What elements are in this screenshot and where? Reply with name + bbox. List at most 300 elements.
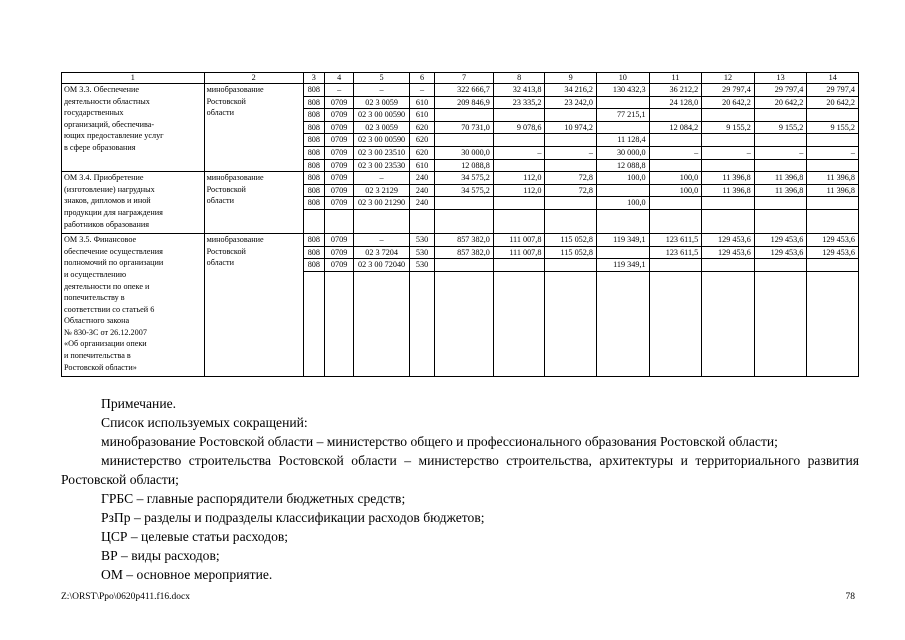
table-cell: 119 349,1: [597, 259, 650, 272]
table-cell-empty: [324, 353, 353, 365]
table-cell: 610: [409, 159, 434, 172]
table-cell-empty: [597, 365, 650, 377]
table-cell-empty: [702, 295, 755, 307]
table-cell-empty: [324, 271, 353, 283]
table-cell: [545, 259, 597, 272]
table-cell-empty: [649, 365, 702, 377]
table-cell: 808: [303, 84, 324, 97]
table-cell: 0709: [324, 96, 353, 109]
table-cell: 72,8: [545, 184, 597, 197]
table-cell: [435, 109, 494, 122]
table-cell: [754, 159, 807, 172]
table-cell-empty: [493, 209, 545, 221]
table-cell: 02 3 2129: [354, 184, 410, 197]
table-cell-empty: [324, 365, 353, 377]
table-cell: 29 797,4: [702, 84, 755, 97]
table-cell-empty: [597, 209, 650, 221]
table-cell: 12 088,8: [435, 159, 494, 172]
table-cell: 111 007,8: [493, 246, 545, 259]
table-cell-empty: [493, 222, 545, 234]
table-cell-empty: [354, 341, 410, 353]
measure-name-line: и попечительства в: [64, 351, 131, 361]
table-cell: [545, 134, 597, 147]
table-cell: 111 007,8: [493, 234, 545, 247]
table-cell: 0709: [324, 146, 353, 159]
table-cell-empty: [303, 341, 324, 353]
table-cell: [597, 96, 650, 109]
table-cell: 02 3 7204: [354, 246, 410, 259]
responsible-org-line: области: [206, 108, 234, 118]
table-cell: [702, 197, 755, 210]
table-cell-empty: [545, 353, 597, 365]
measure-name: [62, 234, 205, 377]
table-cell: 29 797,4: [807, 84, 859, 97]
table-cell: 123 611,5: [649, 246, 702, 259]
table-cell-empty: [324, 330, 353, 342]
table-cell-empty: [324, 295, 353, 307]
table-cell-empty: [435, 330, 494, 342]
table-cell-empty: [303, 222, 324, 234]
table-cell-empty: [493, 365, 545, 377]
table-cell-empty: [702, 330, 755, 342]
table-cell: 34 216,2: [545, 84, 597, 97]
table-cell-empty: [493, 271, 545, 283]
measure-name-line: деятельности областных: [64, 96, 150, 106]
column-header: 9: [545, 73, 597, 84]
table-cell: 808: [303, 234, 324, 247]
table-cell: [649, 259, 702, 272]
table-cell: 10 974,2: [545, 121, 597, 134]
table-cell-empty: [435, 341, 494, 353]
table-cell-empty: [702, 353, 755, 365]
measure-name-line: в сфере образования: [64, 142, 136, 152]
table-cell: 32 413,8: [493, 84, 545, 97]
measure-name-line: ОМ 3.4. Приобретение: [64, 173, 144, 183]
table-cell-empty: [649, 341, 702, 353]
table-cell-empty: [493, 341, 545, 353]
table-cell-empty: [493, 295, 545, 307]
table-cell: 100,0: [597, 172, 650, 185]
table-cell-empty: [435, 365, 494, 377]
table-cell: [649, 197, 702, 210]
table-cell-empty: [435, 271, 494, 283]
table-cell-empty: [754, 318, 807, 330]
table-cell: 129 453,6: [754, 246, 807, 259]
measure-name-line: ОМ 3.5. Финансовое: [64, 235, 137, 245]
table-cell: 808: [303, 159, 324, 172]
table-cell-empty: [493, 330, 545, 342]
table-cell: 0709: [324, 121, 353, 134]
table-cell: [702, 134, 755, 147]
table-cell: –: [409, 84, 434, 97]
table-cell: 808: [303, 109, 324, 122]
table-cell: [754, 197, 807, 210]
table-cell-empty: [493, 284, 545, 296]
table-cell: 02 3 00 72040: [354, 259, 410, 272]
table-cell: 11 396,8: [702, 172, 755, 185]
table-cell-empty: [545, 307, 597, 319]
table-cell-empty: [754, 341, 807, 353]
measure-name-line: продукции для награждения: [64, 207, 163, 217]
responsible-org: [204, 234, 303, 377]
responsible-org-line: Ростовской: [206, 184, 246, 194]
measure-name-line: ОМ 3.3. Обеспечение: [64, 85, 139, 94]
table-cell: 530: [409, 234, 434, 247]
table-cell: 23 335,2: [493, 96, 545, 109]
measure-name-line: ющих предоставление услуг: [64, 131, 164, 141]
table-cell: [597, 246, 650, 259]
table-cell-empty: [754, 209, 807, 221]
table-cell-empty: [435, 295, 494, 307]
note-line: ОМ – основное мероприятие.: [101, 567, 273, 582]
table-cell-empty: [754, 295, 807, 307]
table-cell-empty: [354, 330, 410, 342]
table-cell-empty: [754, 353, 807, 365]
table-cell-empty: [702, 271, 755, 283]
table-cell-empty: [324, 318, 353, 330]
column-header: 2: [204, 73, 303, 84]
measure-name-line: «Об организации опеки: [64, 339, 147, 349]
column-header: 10: [597, 73, 650, 84]
table-cell-empty: [702, 209, 755, 221]
measure-name-line: (изготовление) нагрудных: [64, 184, 155, 194]
table-cell: 29 797,4: [754, 84, 807, 97]
measure-name-line: Областного закона: [64, 316, 130, 326]
measure-name-line: попечительству в: [64, 293, 125, 303]
column-header: 12: [702, 73, 755, 84]
table-cell: 11 396,8: [754, 172, 807, 185]
table-cell: 808: [303, 96, 324, 109]
table-cell: 02 3 00 21290: [354, 197, 410, 210]
responsible-org-line: области: [206, 196, 234, 206]
table-cell: [493, 197, 545, 210]
table-cell-empty: [649, 318, 702, 330]
table-cell-empty: [649, 295, 702, 307]
table-cell: 530: [409, 259, 434, 272]
table-cell-empty: [807, 222, 859, 234]
table-cell: 808: [303, 172, 324, 185]
responsible-org: [204, 84, 303, 172]
table-cell: 30 000,0: [597, 146, 650, 159]
table-cell: –: [354, 234, 410, 247]
table-cell: 100,0: [649, 172, 702, 185]
table-cell-empty: [493, 353, 545, 365]
table-cell-empty: [545, 222, 597, 234]
table-cell: 02 3 00 00590: [354, 109, 410, 122]
table-cell: 123 611,5: [649, 234, 702, 247]
table-cell-empty: [435, 318, 494, 330]
table-cell-empty: [435, 353, 494, 365]
table-cell: –: [324, 84, 353, 97]
table-cell: 240: [409, 172, 434, 185]
table-cell: 240: [409, 184, 434, 197]
table-cell-empty: [597, 341, 650, 353]
table-cell: [649, 109, 702, 122]
table-cell: 808: [303, 134, 324, 147]
table-cell-empty: [545, 341, 597, 353]
table-cell: 100,0: [649, 184, 702, 197]
table-cell-empty: [409, 307, 434, 319]
table-cell-empty: [597, 318, 650, 330]
measure-name-line: полномочий по организации: [64, 258, 164, 268]
responsible-org-line: минобразование: [206, 173, 264, 183]
table-cell-empty: [354, 209, 410, 221]
table-cell: –: [354, 84, 410, 97]
table-cell-empty: [493, 307, 545, 319]
table-cell-empty: [303, 318, 324, 330]
table-row: [62, 84, 859, 97]
table-cell: 0709: [324, 259, 353, 272]
table-cell-empty: [597, 222, 650, 234]
table-cell-empty: [409, 330, 434, 342]
table-cell: 9 155,2: [702, 121, 755, 134]
table-cell-empty: [545, 295, 597, 307]
responsible-org-line: Ростовской: [206, 246, 246, 256]
table-cell: 0709: [324, 246, 353, 259]
table-cell: 808: [303, 259, 324, 272]
responsible-org-line: области: [206, 258, 234, 268]
table-cell: 20 642,2: [702, 96, 755, 109]
measure-name-line: знаков, дипломов и иной: [64, 196, 151, 206]
table-cell: 112,0: [493, 184, 545, 197]
table-cell: 857 382,0: [435, 246, 494, 259]
note-line: ЦСР – целевые статьи расходов;: [101, 529, 289, 544]
table-cell-empty: [354, 318, 410, 330]
table-cell-empty: [303, 330, 324, 342]
table-cell-empty: [702, 341, 755, 353]
measure-name-line: и осуществлению: [64, 269, 127, 279]
column-header: 7: [435, 73, 494, 84]
table-cell-empty: [354, 284, 410, 296]
table-cell: –: [649, 146, 702, 159]
table-cell: [435, 197, 494, 210]
table-cell-empty: [354, 222, 410, 234]
table-cell: [702, 259, 755, 272]
table-cell: 620: [409, 134, 434, 147]
table-cell-empty: [597, 295, 650, 307]
table-cell: [649, 159, 702, 172]
table-cell-empty: [324, 307, 353, 319]
table-cell: [807, 259, 859, 272]
table-cell: 129 453,6: [754, 234, 807, 247]
column-header: 6: [409, 73, 434, 84]
table-cell: 530: [409, 246, 434, 259]
page-number: 78: [845, 592, 855, 602]
table-cell-empty: [354, 307, 410, 319]
table-cell: 02 3 00 00590: [354, 134, 410, 147]
table-cell-empty: [807, 318, 859, 330]
table-cell-empty: [702, 365, 755, 377]
measure-name-line: деятельности по опеке и: [64, 281, 150, 291]
table-cell-empty: [597, 353, 650, 365]
column-header: 4: [324, 73, 353, 84]
responsible-org-line: минобразование: [206, 235, 264, 245]
table-cell: [493, 109, 545, 122]
table-cell-empty: [754, 271, 807, 283]
table-cell: [493, 259, 545, 272]
table-row: [62, 234, 859, 247]
table-cell: –: [354, 172, 410, 185]
column-header: 1: [62, 73, 205, 84]
table-cell: 12 084,2: [649, 121, 702, 134]
header-row: [62, 73, 859, 84]
column-header: 8: [493, 73, 545, 84]
column-header: 5: [354, 73, 410, 84]
table-cell: 808: [303, 197, 324, 210]
measure-name-line: обеспечение осуществления: [64, 246, 163, 256]
responsible-org: [204, 172, 303, 234]
table-cell-empty: [597, 330, 650, 342]
column-header: 13: [754, 73, 807, 84]
table-cell: 20 642,2: [754, 96, 807, 109]
table-cell-empty: [354, 365, 410, 377]
table-cell: 12 088,8: [597, 159, 650, 172]
table-cell: [597, 184, 650, 197]
table-cell: [754, 259, 807, 272]
table-cell-empty: [649, 353, 702, 365]
measure-name-line: Ростовской области»: [64, 362, 137, 372]
responsible-org-line: минобразование: [206, 85, 264, 94]
table-cell-empty: [409, 365, 434, 377]
table-cell-empty: [702, 222, 755, 234]
column-header: 11: [649, 73, 702, 84]
table-cell: 02 3 00 23530: [354, 159, 410, 172]
table-cell: [545, 197, 597, 210]
table-cell-empty: [754, 330, 807, 342]
table-cell: 808: [303, 146, 324, 159]
table-cell-empty: [409, 295, 434, 307]
table-cell: [649, 134, 702, 147]
table-cell: [807, 197, 859, 210]
table-cell-empty: [597, 271, 650, 283]
table-cell: 11 396,8: [754, 184, 807, 197]
table-cell-empty: [807, 341, 859, 353]
table-cell: 100,0: [597, 197, 650, 210]
table-cell: –: [754, 146, 807, 159]
table-cell: [754, 109, 807, 122]
table-cell: [702, 109, 755, 122]
table-cell: [493, 134, 545, 147]
table-cell-empty: [807, 209, 859, 221]
table-cell-empty: [409, 222, 434, 234]
table-cell-empty: [545, 271, 597, 283]
table-cell: [435, 134, 494, 147]
table-cell-empty: [754, 284, 807, 296]
table-cell: [493, 159, 545, 172]
table-cell-empty: [754, 307, 807, 319]
table-cell: 0709: [324, 172, 353, 185]
table-cell-empty: [754, 365, 807, 377]
table-cell: 322 666,7: [435, 84, 494, 97]
footer-file-path: Z:\ORST\Ppo\0620p411.f16.docx: [61, 592, 190, 602]
note-line: Список используемых сокращений:: [101, 415, 308, 430]
table-cell: –: [493, 146, 545, 159]
table-cell-empty: [324, 341, 353, 353]
table-cell-empty: [649, 330, 702, 342]
measure-name: [62, 172, 205, 234]
column-header: 14: [807, 73, 859, 84]
table-cell-empty: [324, 209, 353, 221]
table-cell-empty: [409, 353, 434, 365]
table-cell: –: [807, 146, 859, 159]
table-cell-empty: [354, 271, 410, 283]
column-header: 3: [303, 73, 324, 84]
table-cell-empty: [545, 209, 597, 221]
table-cell: 20 642,2: [807, 96, 859, 109]
table-cell-empty: [807, 353, 859, 365]
table-cell: 610: [409, 96, 434, 109]
table-cell: 119 349,1: [597, 234, 650, 247]
note-line: ГРБС – главные распорядители бюджетных средств;: [101, 491, 406, 506]
table-cell: –: [545, 146, 597, 159]
table-cell-empty: [702, 284, 755, 296]
table-cell: [754, 134, 807, 147]
table-cell: 77 215,1: [597, 109, 650, 122]
table-cell: [545, 159, 597, 172]
table-cell-empty: [354, 295, 410, 307]
table-cell-empty: [324, 284, 353, 296]
table-cell: 9 078,6: [493, 121, 545, 134]
table-cell: 0709: [324, 197, 353, 210]
measure-name-line: № 830-ЗС от 26.12.2007: [64, 327, 147, 337]
table-cell: 129 453,6: [702, 246, 755, 259]
table-cell: 30 000,0: [435, 146, 494, 159]
table-cell: 11 396,8: [807, 184, 859, 197]
table-cell: 11 128,4: [597, 134, 650, 147]
note-line: минобразование Ростовской области – министерство общего и профессионального образования Ростовской области;: [101, 434, 778, 449]
table-cell: [702, 159, 755, 172]
table-cell: [597, 121, 650, 134]
table-cell-empty: [409, 271, 434, 283]
table-cell-empty: [303, 284, 324, 296]
table-cell: 02 3 00 23510: [354, 146, 410, 159]
measure-name-line: работников образования: [64, 219, 149, 229]
note-line: ВР – виды расходов;: [101, 548, 220, 563]
table-cell: 0709: [324, 159, 353, 172]
table-cell-empty: [409, 284, 434, 296]
table-cell: 0709: [324, 134, 353, 147]
table-cell: 9 155,2: [807, 121, 859, 134]
table-cell: 620: [409, 146, 434, 159]
table-cell: [807, 159, 859, 172]
table-cell-empty: [435, 222, 494, 234]
table-cell-empty: [807, 365, 859, 377]
table-cell-empty: [409, 341, 434, 353]
table-cell: 129 453,6: [702, 234, 755, 247]
table-cell-empty: [649, 271, 702, 283]
table-cell-empty: [303, 271, 324, 283]
table-cell-empty: [435, 284, 494, 296]
table-cell-empty: [409, 318, 434, 330]
table-cell: 115 052,8: [545, 234, 597, 247]
budget-table: [61, 72, 859, 377]
table-cell-empty: [807, 284, 859, 296]
table-cell: 857 382,0: [435, 234, 494, 247]
note-line: министерство строительства Ростовской области – министерство строительства, архитектуры и территориального развития Ростовской области;: [61, 453, 859, 487]
table-cell: 808: [303, 121, 324, 134]
table-cell: 72,8: [545, 172, 597, 185]
table-cell-empty: [435, 209, 494, 221]
table-cell: 70 731,0: [435, 121, 494, 134]
table-cell-empty: [807, 295, 859, 307]
table-cell: 610: [409, 109, 434, 122]
measure-name-line: соответствии со статьей 6: [64, 304, 155, 314]
table-cell: 240: [409, 197, 434, 210]
measure-name-line: организаций, обеспечива-: [64, 119, 155, 129]
table-cell: 808: [303, 184, 324, 197]
table-cell-empty: [597, 284, 650, 296]
table-cell: [435, 259, 494, 272]
